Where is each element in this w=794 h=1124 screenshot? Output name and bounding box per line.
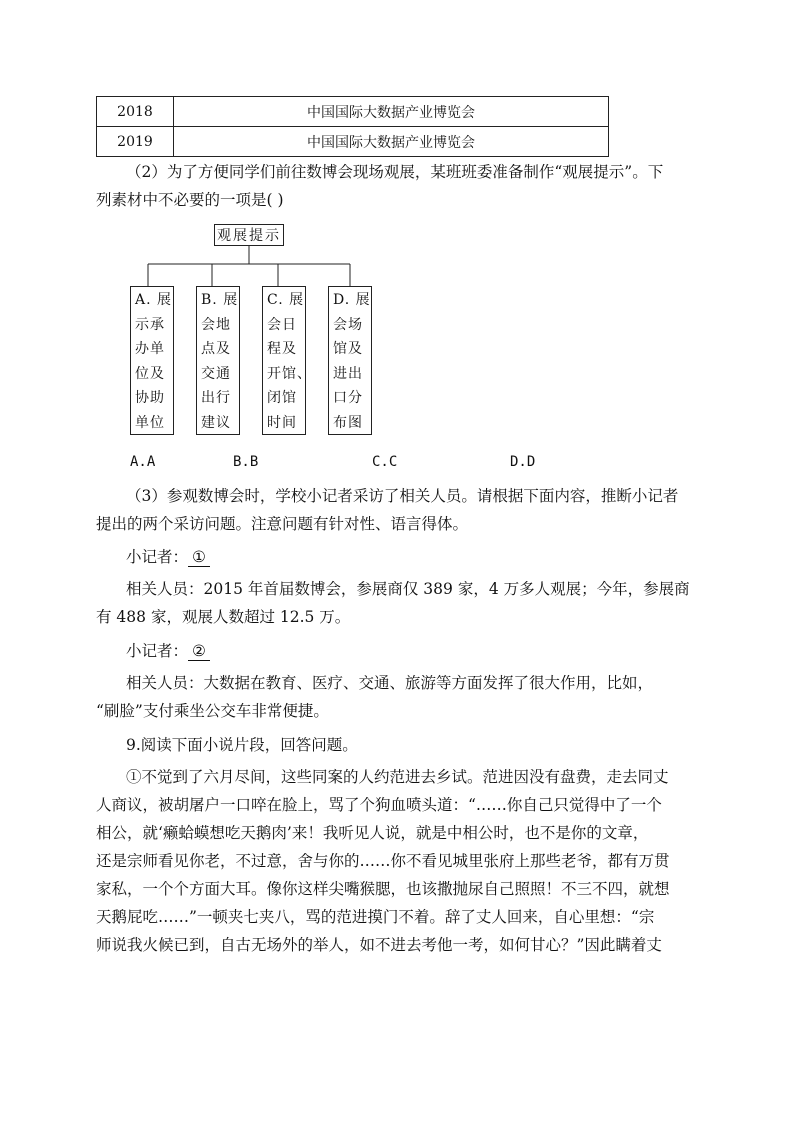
expo-name-cell: 中国国际大数据产业博览会 xyxy=(174,97,609,127)
reporter-question-1 xyxy=(96,547,716,567)
expo-year-table xyxy=(96,96,609,157)
answer-blank-2[interactable]: ② xyxy=(188,642,210,661)
option-box-a xyxy=(130,286,174,435)
passage-line: 还是宗师看见你老，不过意，舍与你的……你不看见城里张府上那些老爷，都有万贯 xyxy=(96,852,670,870)
table-row xyxy=(97,97,609,127)
passage-line: ①不觉到了六月尽间，这些同案的人约范进去乡试。范进因没有盘费，走去同丈 xyxy=(126,768,669,786)
option-box-b xyxy=(196,286,240,435)
passage-line: 人商议，被胡屠户一口啐在脸上，骂了个狗血喷头道：“……你自己只觉得中了一个 xyxy=(96,796,662,814)
q9-heading: 9.阅读下面小说片段，回答问题。 xyxy=(126,736,358,754)
option-text: 开馆、 xyxy=(267,365,312,382)
answer-choice-c[interactable]: C.C xyxy=(372,454,398,470)
answer-blank-1[interactable]: ① xyxy=(188,548,210,567)
option-text: D. 展 xyxy=(333,292,371,308)
option-text: B. 展 xyxy=(201,292,239,308)
table-row xyxy=(97,127,609,157)
option-text: 交通 xyxy=(201,365,231,382)
option-text: 点及 xyxy=(201,341,231,357)
diagram-title: 观展提示 xyxy=(214,224,284,246)
option-text: 馆及 xyxy=(333,341,363,357)
staff-answer-2-line2: “刷脸”支付乘坐公交车非常便捷。 xyxy=(96,702,329,720)
staff-answer-1-line1: 相关人员：2015 年首届数博会，参展商仅 389 家，4 万多人观展；今年，参展商 xyxy=(126,580,690,598)
passage-line: 家私，一个个方面大耳。像你这样尖嘴猴腮，也该撒抛尿自己照照！不三不四，就想 xyxy=(96,880,670,898)
q3-text-line2: 提出的两个采访问题。注意问题有针对性、语言得体。 xyxy=(96,515,469,533)
passage-line: 师说我火候已到，自古无场外的举人，如不进去考他一考，如何甘心？”因此瞒着丈 xyxy=(96,936,662,954)
staff-answer-2-line1: 相关人员：大数据在教育、医疗、交通、旅游等方面发挥了很大作用，比如， xyxy=(126,674,654,692)
answer-choice-a[interactable]: A.A xyxy=(130,454,156,470)
q3-text-line1: （3）参观数博会时，学校小记者采访了相关人员。请根据下面内容，推断小记者 xyxy=(126,487,679,505)
answer-choice-b[interactable]: B.B xyxy=(233,454,259,470)
option-text: 程及 xyxy=(267,341,297,357)
option-text: 闭馆 xyxy=(267,390,297,406)
staff-answer-1-line2: 有 488 家，观展人数超过 12.5 万。 xyxy=(96,608,351,626)
option-text: 时间 xyxy=(267,414,297,431)
year-cell: 2019 xyxy=(97,127,174,157)
reporter-question-2 xyxy=(96,641,716,661)
passage-line: 相公，就‘癞蛤蟆想吃天鹅肉’来！我听见人说，就是中相公时，也不是你的文章， xyxy=(96,824,649,842)
answer-choice-d[interactable]: D.D xyxy=(510,454,536,470)
year-cell: 2018 xyxy=(97,97,174,127)
expo-name-cell: 中国国际大数据产业博览会 xyxy=(174,127,609,157)
reporter-label: 小记者： xyxy=(126,548,189,566)
option-text: 会地 xyxy=(201,316,231,333)
option-text: 出行 xyxy=(201,390,231,406)
option-box-d xyxy=(328,286,372,435)
exhibition-tips-diagram xyxy=(130,222,390,442)
option-text: 会场 xyxy=(333,316,363,333)
option-text: 进出 xyxy=(333,365,363,382)
q2-text-line2: 列素材中不必要的一项是( ) xyxy=(96,191,284,209)
option-text: 口分 xyxy=(333,390,363,406)
option-text: 位及 xyxy=(135,365,165,382)
option-text: A. 展 xyxy=(135,292,173,308)
option-text: 办单 xyxy=(135,341,165,357)
passage-line: 天鹅屁吃……”一顿夹七夹八，骂的范进摸门不着。辞了丈人回来，自心里想：“宗 xyxy=(96,908,655,926)
option-text: 单位 xyxy=(135,414,165,431)
option-text: 示承 xyxy=(135,316,165,333)
reporter-label: 小记者： xyxy=(126,642,189,660)
option-box-c xyxy=(262,286,312,435)
option-text: C. 展 xyxy=(267,292,305,308)
option-text: 布图 xyxy=(333,414,363,431)
option-text: 协助 xyxy=(135,390,165,406)
option-text: 建议 xyxy=(201,414,231,431)
q2-text-line1: （2）为了方便同学们前往数博会现场观展，某班班委准备制作“观展提示”。下 xyxy=(126,163,664,181)
option-text: 会日 xyxy=(267,316,297,333)
